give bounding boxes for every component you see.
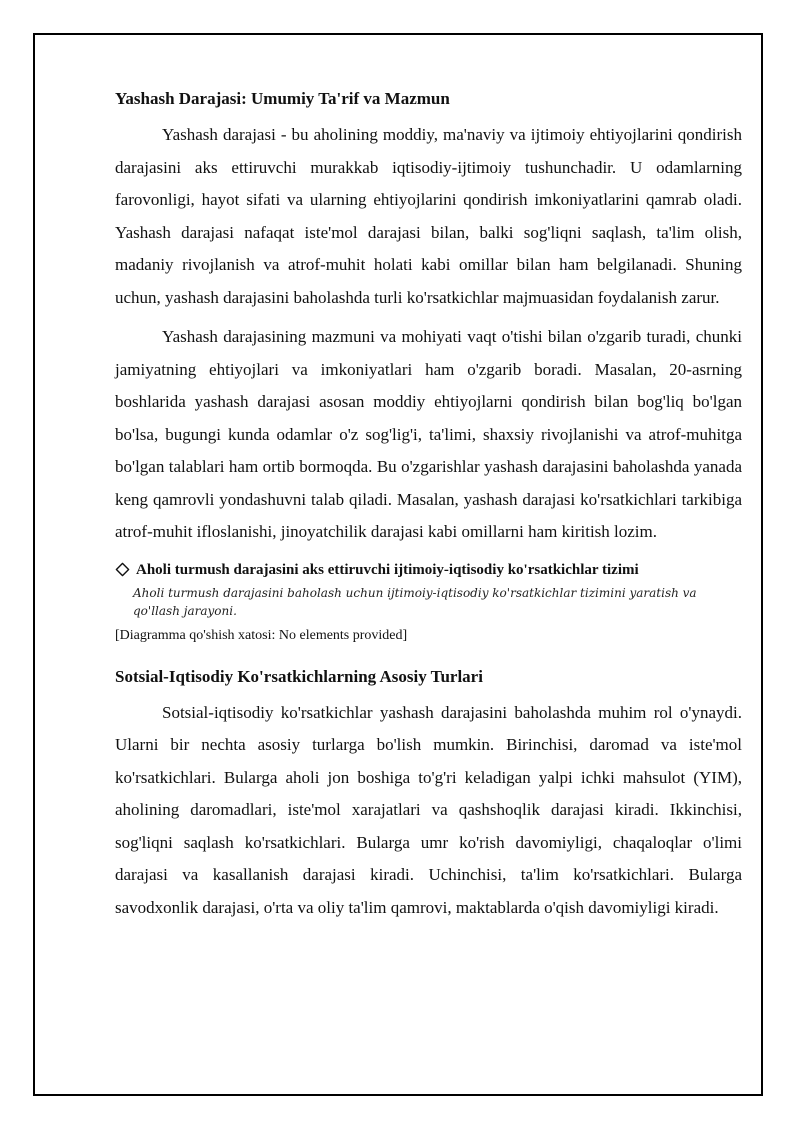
paragraph-3: Sotsial-iqtisodiy ko'rsatkichlar yashash darajasini baholashda muhim rol o'ynaydi. Ularni bir nechta asosiy turlarga bo'lish mumkin. Birinchisi, daromad va iste'mol ko'rsatkichlari. Bularga aholi jon boshiga to'g'ri keladigan yalpi ichki mahsulot (YIM), aholining daromadlari, iste'mol xarajatlari va qashshoqlik darajasi kiradi. Ikkinchisi, sog'liqni saqlash ko'rsatkichlari. Bularga umr ko'rish davomiyligi, chaqaloqlar o'limi darajasi va kasallanish darajasi kiradi. Uchinchisi, ta'lim ko'rsatkichlari. Bularga savodxonlik darajasi, o'rta va oliy ta'lim qamrovi, maktablarda o'qish davomiyligi kiradi.: [115, 702, 742, 917]
diamond-outline-icon: [115, 562, 130, 577]
paragraph-2: Yashash darajasining mazmuni va mohiyati vaqt o'tishi bilan o'zgarib turadi, chunki jamiyatning ehtiyojlari va imkoniyatlari ham o'zgarib boradi. Masalan, 20-asrning boshlarida yashash darajasi asosan moddiy ehtiyojlarni qondirish bilan bog'liq bo'lgan bo'lsa, bugungi kunda odamlar o'z sog'lig'i, ta'limi, shaxsiy rivojlanishi va atrof-muhitga bo'lgan talablari ham ortib bormoqda. Bu o'zgarishlar yashash darajasini baholashda yanada keng qamrovli yondashuvni talab qiladi. Masalan, yashash darajasi ko'rsatkichlari tarkibiga atrof-muhit ifloslanishi, jinoyatchilik darajasi kabi omillarni ham kiritish lozim.: [115, 327, 742, 541]
section-heading-1: Yashash Darajasi: Umumiy Ta'rif va Mazmun: [115, 89, 450, 108]
figure-title-text: Aholi turmush darajasini aks ettiruvchi ijtimoiy-iqtisodiy ko'rsatkichlar tizimi: [136, 561, 639, 578]
diagram-error-text: [Diagramma qo'shish xatosi: No elements provided]: [115, 627, 408, 643]
figure-caption: Aholi turmush darajasini baholash uchun ijtimoiy-iqtisodiy ko'rsatkichlar tizimini yaratish va qo'llash jarayoni.: [133, 585, 697, 618]
paragraph-1: Yashash darajasi - bu aholining moddiy, ma'naviy va ijtimoiy ehtiyojlarini qondirish darajasini aks ettiruvchi murakkab iqtisodiy-ijtimoiy tushunchadir. U odamlarning farovonligi, hayot sifati va ularning ehtiyojlarini qondirish imkoniyatlarini qamrab oladi. Yashash darajasi nafaqat iste'mol darajasi bilan, balki sog'liqni saqlash, ta'lim olish, madaniy rivojlanish va atrof-muhit holati kabi omillar bilan ham belgilanadi. Shuning uchun, yashash darajasini baholashda turli ko'rsatkichlar majmuasidan foydalanish zarur.: [115, 125, 742, 307]
figure-title: [115, 559, 742, 581]
document-body: [115, 86, 742, 924]
section-heading-2: Sotsial-Iqtisodiy Ko'rsatkichlarning Asosiy Turlari: [115, 666, 483, 686]
